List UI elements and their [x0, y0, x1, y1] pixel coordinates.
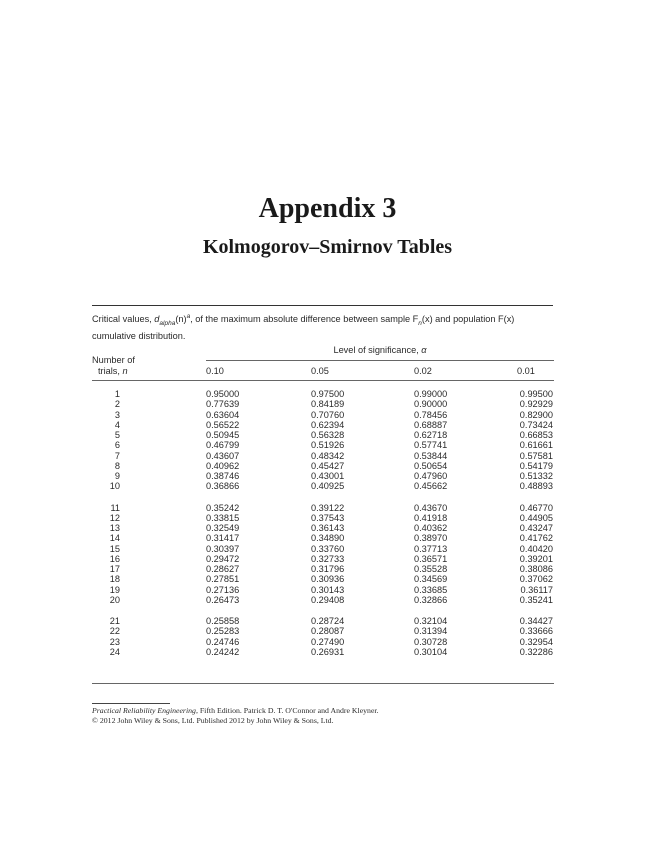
value-0-02: 0.30104 [414, 646, 448, 657]
significance-label: Level of significance, [333, 345, 422, 355]
value-0-05: 0.28087 [311, 626, 345, 637]
trial-count: 6 [114, 440, 120, 451]
value-0-01: 0.32954 [519, 636, 553, 647]
trial-count: 1 [114, 389, 120, 399]
column-header-0-10: 0.10 [206, 366, 224, 376]
value-0-02: 0.99000 [414, 389, 448, 399]
value-0-10: 0.29472 [206, 553, 240, 564]
header-rule [92, 380, 554, 381]
value-0-02: 0.37713 [414, 543, 448, 554]
footnote [92, 706, 562, 726]
value-0-02: 0.32104 [414, 616, 448, 626]
value-0-01: 0.54179 [519, 460, 553, 471]
value-0-10: 0.28627 [206, 564, 240, 574]
value-0-10: 0.33815 [206, 512, 240, 523]
trial-count: 10 [109, 481, 120, 492]
value-0-10: 0.27136 [206, 584, 240, 595]
table-row [0, 595, 655, 606]
value-0-01: 0.48893 [519, 481, 553, 492]
value-0-02: 0.33685 [414, 584, 448, 595]
caption-symbol-sub: alpha [159, 319, 176, 327]
significance-group-header [206, 345, 554, 355]
column-header-0-05: 0.05 [311, 366, 329, 376]
value-0-01: 0.40420 [519, 543, 553, 554]
value-0-10: 0.46799 [206, 440, 240, 451]
value-0-05: 0.45427 [311, 460, 345, 471]
trial-count: 14 [109, 533, 120, 544]
value-0-05: 0.30936 [311, 574, 345, 585]
row-header-line-1: Number of [92, 355, 135, 365]
value-0-05: 0.36143 [311, 523, 345, 533]
value-0-02: 0.78456 [414, 409, 448, 420]
trial-count: 7 [114, 450, 120, 461]
value-0-05: 0.33760 [311, 543, 345, 554]
value-0-01: 0.46770 [519, 502, 553, 513]
alpha-symbol: α [421, 345, 427, 355]
value-0-10: 0.24242 [206, 646, 240, 657]
value-0-01: 0.37062 [519, 574, 553, 585]
value-0-02: 0.62718 [414, 430, 448, 440]
value-0-10: 0.35242 [206, 502, 240, 513]
row-header-line-2 [92, 366, 138, 377]
value-0-10: 0.27851 [206, 574, 240, 585]
value-0-05: 0.32733 [311, 553, 345, 564]
value-0-02: 0.41918 [414, 512, 448, 523]
appendix-title: Appendix 3 [258, 193, 397, 224]
value-0-10: 0.36866 [206, 481, 240, 492]
value-0-05: 0.34890 [311, 533, 345, 544]
value-0-01: 0.44905 [519, 512, 553, 523]
value-0-05: 0.48342 [311, 450, 345, 461]
value-0-01: 0.43247 [519, 523, 553, 533]
trial-count: 20 [109, 594, 120, 605]
trial-count: 2 [114, 399, 120, 410]
column-header-0-02: 0.02 [414, 366, 432, 376]
trial-count: 24 [109, 646, 120, 657]
appendix-subtitle: Kolmogorov–Smirnov Tables [202, 236, 453, 258]
value-0-10: 0.26473 [206, 594, 240, 605]
value-0-02: 0.68887 [414, 419, 448, 430]
footnote-line-2: © 2012 John Wiley & Sons, Ltd. Published 2012 by John Wiley & Sons, Ltd. [92, 716, 334, 725]
value-0-10: 0.25283 [206, 626, 240, 637]
trial-count: 12 [109, 512, 120, 523]
value-0-05: 0.30143 [311, 584, 345, 595]
value-0-02: 0.38970 [414, 533, 448, 544]
value-0-10: 0.43607 [206, 450, 240, 461]
caption-sub-n: n [418, 319, 422, 327]
trial-count: 5 [114, 430, 120, 440]
value-0-05: 0.27490 [311, 636, 345, 647]
value-0-05: 0.28724 [311, 616, 345, 626]
value-0-01: 0.39201 [519, 553, 553, 564]
trial-count: 17 [109, 564, 120, 574]
table-top-rule [92, 305, 553, 306]
value-0-01: 0.57581 [519, 450, 553, 461]
value-0-05: 0.37543 [311, 512, 345, 523]
value-0-10: 0.31417 [206, 533, 240, 544]
value-0-05: 0.70760 [311, 409, 345, 420]
table-row [0, 647, 655, 658]
caption-symbol: d [154, 314, 160, 325]
trial-count: 18 [109, 574, 120, 585]
value-0-01: 0.32286 [519, 646, 553, 657]
value-0-05: 0.31796 [311, 564, 345, 574]
trial-count: 13 [109, 523, 120, 533]
value-0-02: 0.53844 [414, 450, 448, 461]
value-0-05: 0.97500 [311, 389, 345, 399]
value-0-10: 0.24746 [206, 636, 240, 647]
caption-symbol-mid: (n) [175, 314, 187, 325]
value-0-01: 0.33666 [519, 626, 553, 637]
value-0-01: 0.92929 [519, 399, 553, 410]
row-header-var: n [122, 366, 128, 376]
value-0-02: 0.50654 [414, 460, 448, 471]
value-0-10: 0.95000 [206, 389, 240, 399]
value-0-05: 0.43001 [311, 471, 345, 481]
value-0-02: 0.31394 [414, 626, 448, 637]
row-header [92, 355, 138, 377]
trial-count: 15 [109, 543, 120, 554]
value-0-02: 0.36571 [414, 553, 448, 564]
value-0-05: 0.62394 [311, 419, 345, 430]
footnote-line-1-rest: , Fifth Edition. Patrick D. T. O'Connor and Andre Kleyner. [195, 706, 379, 715]
trial-count: 19 [109, 584, 120, 595]
caption-line-2: cumulative distribution. [92, 330, 186, 341]
value-0-05: 0.51926 [311, 440, 345, 451]
trial-count: 4 [114, 419, 120, 430]
value-0-02: 0.32866 [414, 594, 448, 605]
caption-suffix-1: , of the maximum absolute difference between sample F [190, 314, 419, 325]
trial-count: 3 [114, 409, 120, 420]
caption-symbol-sup: a [186, 313, 191, 320]
table-caption [92, 311, 554, 342]
value-0-10: 0.30397 [206, 543, 240, 554]
value-0-02: 0.90000 [414, 399, 448, 410]
caption-prefix: Critical values, [92, 314, 155, 325]
trial-count: 23 [109, 636, 120, 647]
column-header-0-01: 0.01 [517, 366, 535, 376]
value-0-01: 0.61661 [519, 440, 553, 451]
value-0-01: 0.36117 [520, 584, 553, 595]
value-0-02: 0.35528 [414, 564, 448, 574]
value-0-10: 0.77639 [206, 399, 240, 410]
value-0-01: 0.99500 [519, 389, 553, 399]
trial-count: 11 [110, 502, 120, 513]
value-0-02: 0.40362 [414, 523, 448, 533]
book-title: Practical Reliability Engineering [92, 706, 196, 715]
value-0-10: 0.63604 [206, 409, 240, 420]
value-0-05: 0.29408 [311, 594, 345, 605]
value-0-05: 0.40925 [311, 481, 345, 492]
row-header-line-2-prefix: trials, [98, 366, 123, 376]
value-0-01: 0.35241 [519, 594, 553, 605]
value-0-10: 0.40962 [206, 460, 240, 471]
caption-suffix-2: (x) and population F(x) [421, 314, 515, 325]
trial-count: 9 [114, 471, 120, 481]
value-0-02: 0.34569 [414, 574, 448, 585]
value-0-05: 0.39122 [311, 502, 345, 513]
trial-count: 21 [109, 616, 120, 626]
value-0-01: 0.73424 [519, 419, 553, 430]
significance-rule [206, 360, 554, 361]
trial-count: 8 [114, 460, 120, 471]
value-0-01: 0.38086 [519, 564, 553, 574]
value-0-01: 0.34427 [519, 616, 553, 626]
table-row [0, 481, 655, 492]
value-0-02: 0.43670 [414, 502, 448, 513]
value-0-10: 0.25858 [206, 616, 240, 626]
trial-count: 16 [109, 553, 120, 564]
value-0-01: 0.51332 [519, 471, 553, 481]
table-bottom-rule [92, 683, 554, 684]
value-0-01: 0.82900 [519, 409, 553, 420]
value-0-02: 0.30728 [414, 636, 448, 647]
value-0-10: 0.38746 [206, 471, 240, 481]
value-0-10: 0.56522 [206, 419, 240, 430]
footnote-rule [92, 703, 170, 704]
value-0-02: 0.47960 [414, 471, 448, 481]
value-0-05: 0.26931 [311, 646, 345, 657]
value-0-05: 0.56328 [311, 430, 345, 440]
value-0-10: 0.32549 [206, 523, 240, 533]
value-0-01: 0.41762 [519, 533, 553, 544]
trial-count: 22 [109, 626, 120, 637]
value-0-05: 0.84189 [311, 399, 345, 410]
value-0-02: 0.45662 [414, 481, 448, 492]
value-0-02: 0.57741 [414, 440, 448, 451]
value-0-10: 0.50945 [206, 430, 240, 440]
value-0-01: 0.66853 [519, 430, 553, 440]
